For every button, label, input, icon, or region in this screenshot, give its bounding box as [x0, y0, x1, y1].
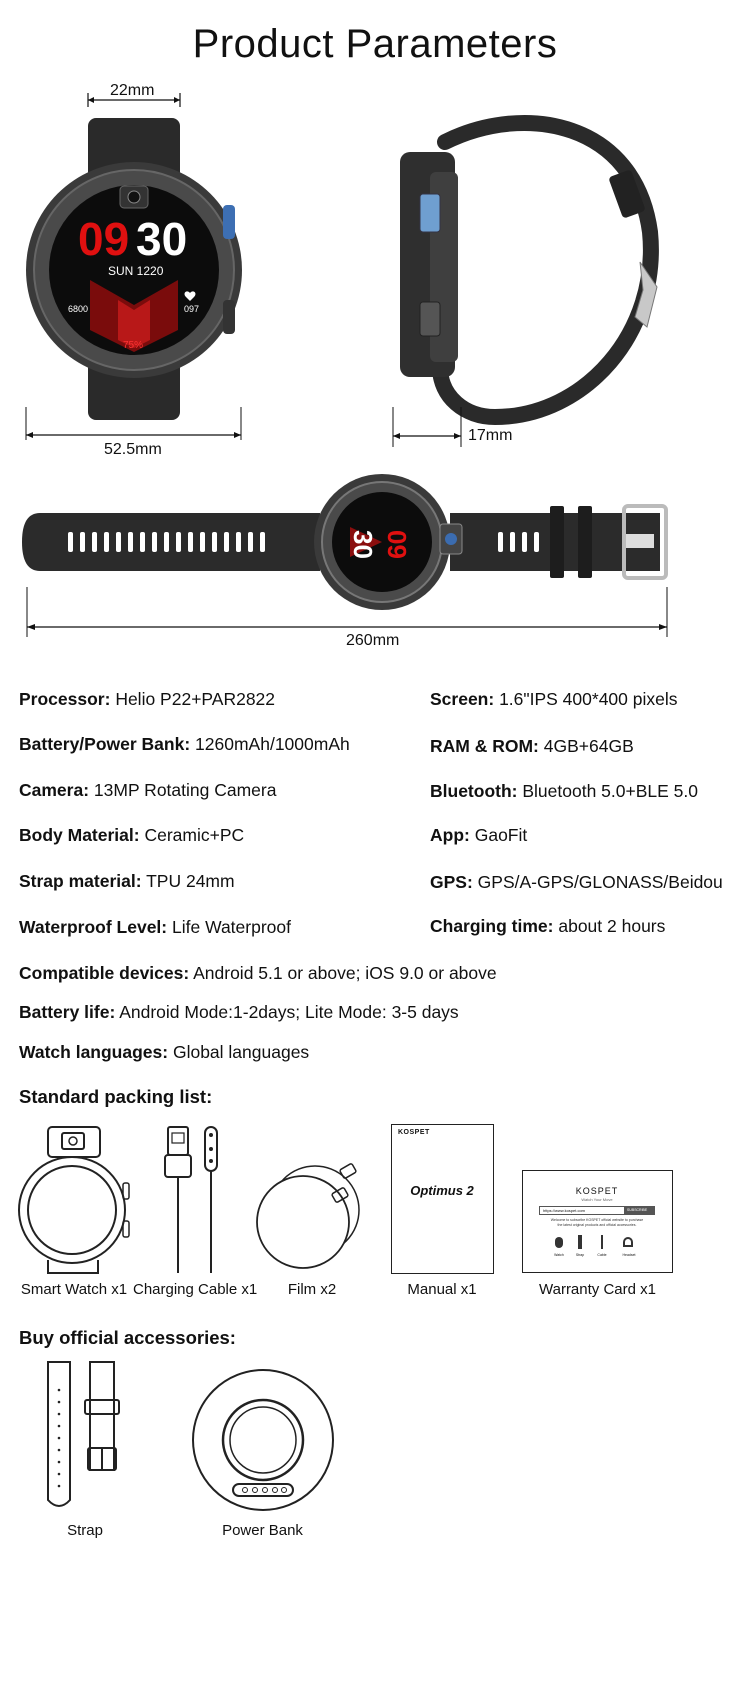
spec-processor: Processor: Helio P22+PAR2822: [19, 689, 276, 709]
card-icon-label-watch: Watch: [554, 1253, 564, 1257]
packing-watch-icon: [18, 1125, 130, 1275]
spec-bluetooth: Bluetooth: Bluetooth 5.0+BLE 5.0: [430, 781, 698, 801]
accessory-item-strap: Strap: [67, 1522, 103, 1539]
spec-screen: Screen: 1.6"IPS 400*400 pixels: [430, 689, 678, 709]
watch-hour: 09: [78, 213, 130, 265]
packing-item-cable: Charging Cable x1: [133, 1281, 258, 1298]
spec-ram-rom: RAM & ROM: 4GB+64GB: [430, 736, 634, 756]
spec-strap-material: Strap material: TPU 24mm: [19, 871, 235, 891]
front-watch-figure: [20, 90, 260, 455]
band-width-label: 22mm: [110, 82, 155, 99]
watch-battery: 75%: [123, 340, 144, 351]
thickness-label: 17mm: [468, 427, 513, 444]
card-subscribe-button: [625, 1206, 655, 1215]
card-watch-icon: [555, 1237, 563, 1248]
spec-charging-time: Charging time: about 2 hours: [430, 916, 666, 936]
card-icon-label-cable: Cable: [597, 1253, 607, 1257]
card-cable-icon: [601, 1235, 603, 1249]
packing-cable-icon: [160, 1125, 230, 1275]
total-length-label: 260mm: [346, 632, 400, 649]
accessory-item-power-bank: Power Bank: [222, 1522, 303, 1539]
spec-compatible-devices: Compatible devices: Android 5.1 or above; iOS 9.0 or above: [19, 963, 497, 983]
packing-item-film: Film x2: [287, 1281, 337, 1298]
spec-waterproof: Waterproof Level: Life Waterproof: [19, 917, 291, 937]
card-icon-label-strap: Strap: [575, 1253, 585, 1257]
packing-film-icon: [253, 1160, 368, 1275]
manual-title: Optimus 2: [410, 1183, 474, 1198]
accessory-strap-icon: [40, 1360, 130, 1515]
accessories-title: Buy official accessories:: [19, 1327, 236, 1348]
packing-list-title: Standard packing list:: [19, 1086, 213, 1107]
svg-text:30: 30: [348, 530, 378, 559]
spec-gps: GPS: GPS/A-GPS/GLONASS/Beidou: [430, 872, 723, 892]
full-length-watch-figure: [20, 472, 730, 647]
packing-item-manual: Manual x1: [407, 1281, 477, 1298]
watch-date: SUN 1220: [108, 264, 164, 278]
spec-battery: Battery/Power Bank: 1260mAh/1000mAh: [19, 734, 350, 754]
watch-minute: 30: [136, 213, 188, 265]
packing-item-warranty-card: Warranty Card x1: [539, 1281, 656, 1298]
case-width-label: 52.5mm: [104, 441, 162, 458]
spec-watch-languages: Watch languages: Global languages: [19, 1042, 310, 1062]
spec-camera: Camera: 13MP Rotating Camera: [19, 780, 277, 800]
spec-battery-life: Battery life: Android Mode:1-2days; Lite Mode: 3-5 days: [19, 1002, 459, 1022]
page-title: Product Parameters: [192, 22, 558, 66]
card-tagline: Watch Your Move: [581, 1197, 613, 1202]
packing-manual-icon: [391, 1124, 494, 1274]
card-text-2: the latest original products and official accessories.: [557, 1223, 637, 1227]
card-icon-label-headset: Headset: [622, 1253, 636, 1257]
side-watch-figure: [385, 112, 675, 447]
accessory-power-bank-icon: [188, 1368, 338, 1518]
packing-warranty-card-icon: [522, 1170, 673, 1273]
spec-app: App: GaoFit: [430, 825, 528, 845]
spec-body-material: Body Material: Ceramic+PC: [19, 825, 245, 845]
manual-brand: KOSPET: [398, 1129, 430, 1136]
card-url: https://www.kospet.com: [543, 1208, 586, 1213]
card-brand: KOSPET: [575, 1186, 619, 1196]
svg-text:09: 09: [382, 530, 412, 559]
card-text-1: Welcome to subscribe KOSPET official website to purchase: [550, 1218, 644, 1222]
card-headset-icon: [623, 1237, 633, 1247]
packing-item-watch: Smart Watch x1: [20, 1281, 128, 1298]
card-url-field: [539, 1206, 625, 1215]
card-subscribe-label: SUBSCRIBE: [627, 1208, 648, 1212]
card-strap-icon: [578, 1235, 582, 1249]
watch-steps: 6800: [68, 304, 89, 314]
watch-heart-rate: 097: [184, 304, 200, 314]
